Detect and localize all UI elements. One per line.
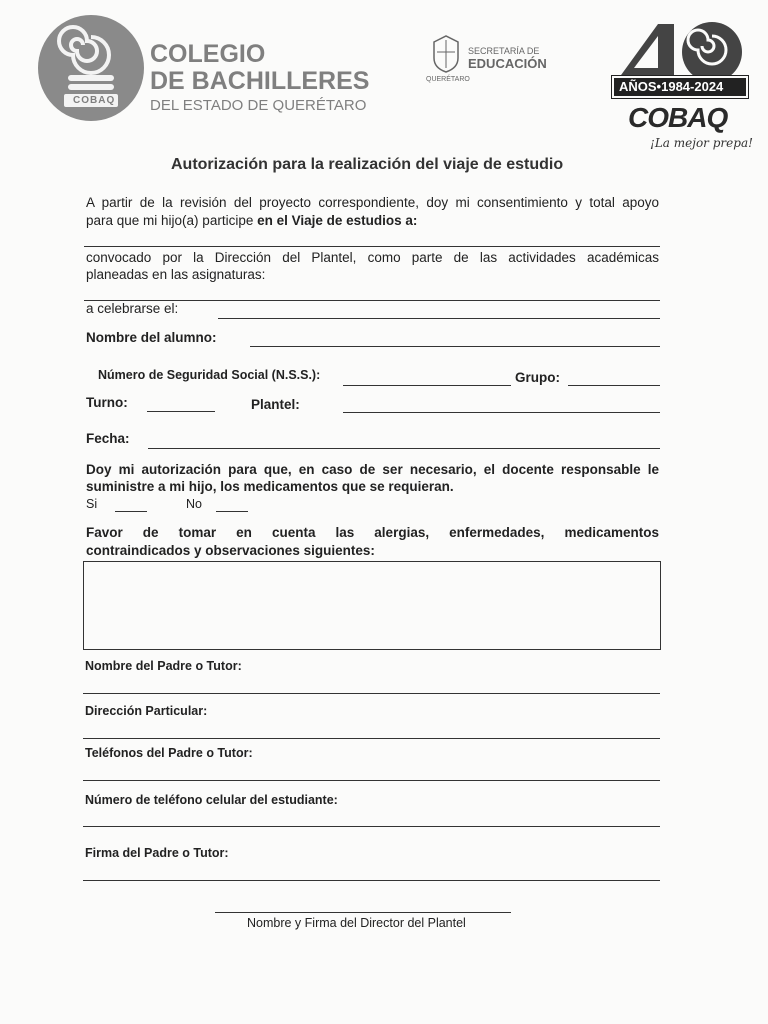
nss-line[interactable] bbox=[343, 385, 511, 386]
cobaq-badge-text: COBAQ bbox=[73, 95, 116, 106]
direccion-line[interactable] bbox=[83, 738, 660, 739]
director-signature-line[interactable] bbox=[215, 912, 511, 913]
padre-label: Nombre del Padre o Tutor: bbox=[85, 659, 242, 673]
fecha-line[interactable] bbox=[148, 448, 660, 449]
grupo-line[interactable] bbox=[568, 385, 660, 386]
state-name: QUERÉTARO bbox=[426, 76, 470, 83]
school-name-line3: DEL ESTADO DE QUERÉTARO bbox=[150, 97, 367, 114]
fecha-label: Fecha: bbox=[86, 431, 130, 446]
anniversary-brand: COBAQ bbox=[628, 102, 728, 133]
intro-line2-text: para que mi hijo(a) participe bbox=[86, 213, 258, 228]
intro-line2-bold: en el Viaje de estudios a: bbox=[257, 213, 418, 228]
observaciones-box[interactable] bbox=[83, 561, 661, 650]
anniversary-slogan: ¡La mejor prepa! bbox=[650, 136, 753, 150]
secretaria-line1: SECRETARÍA DE bbox=[468, 46, 540, 56]
turno-label: Turno: bbox=[86, 395, 128, 410]
anniversary-logo bbox=[612, 18, 753, 158]
intro-line1: A partir de la revisión del proyecto correspondiente, doy mi consentimiento y total apoyo bbox=[86, 195, 659, 210]
alergias-line2: contraindicados y observaciones siguientes: bbox=[86, 543, 375, 558]
director-label: Nombre y Firma del Director del Plantel bbox=[247, 916, 466, 930]
si-line[interactable] bbox=[115, 511, 147, 512]
celular-label: Número de teléfono celular del estudiante: bbox=[85, 793, 338, 807]
intro-line2 bbox=[86, 212, 417, 229]
plantel-label: Plantel: bbox=[251, 397, 300, 412]
autorizacion-line2: suministre a mi hijo, los medicamentos que se requieran. bbox=[86, 479, 454, 494]
convocado-line1: convocado por la Dirección del Plantel, como parte de las actividades académicas bbox=[86, 250, 659, 265]
cobaq-emblem-icon bbox=[38, 15, 144, 121]
telefonos-line[interactable] bbox=[83, 780, 660, 781]
turno-line[interactable] bbox=[147, 411, 215, 412]
viaje-destino-line[interactable] bbox=[84, 246, 660, 247]
anniversary-banner bbox=[612, 76, 748, 98]
telefonos-label: Teléfonos del Padre o Tutor: bbox=[85, 746, 253, 760]
anniversary-text: AÑOS•1984-2024 bbox=[619, 79, 724, 94]
form-title: Autorización para la realización del viaje de estudio bbox=[171, 156, 564, 173]
grupo-label: Grupo: bbox=[515, 370, 560, 385]
firma-label: Firma del Padre o Tutor: bbox=[85, 846, 229, 860]
convocado-line2: planeadas en las asignaturas: bbox=[86, 267, 266, 282]
alumno-label: Nombre del alumno: bbox=[86, 330, 217, 345]
nss-label: Número de Seguridad Social (N.S.S.): bbox=[98, 368, 321, 382]
padre-line[interactable] bbox=[83, 693, 660, 694]
firma-line[interactable] bbox=[83, 880, 660, 881]
secretaria-line2: EDUCACIÓN bbox=[468, 56, 547, 71]
celebrarse-label: a celebrarse el: bbox=[86, 301, 179, 316]
celular-line[interactable] bbox=[83, 826, 660, 827]
no-line[interactable] bbox=[216, 511, 248, 512]
direccion-label: Dirección Particular: bbox=[85, 704, 208, 718]
alergias-line1: Favor de tomar en cuenta las alergias, enfermedades, medicamentos bbox=[86, 525, 659, 540]
state-seal-icon bbox=[428, 34, 464, 74]
alumno-line[interactable] bbox=[250, 346, 660, 347]
no-label: No bbox=[186, 497, 202, 511]
school-name-line1: COLEGIO bbox=[150, 40, 266, 68]
plantel-line[interactable] bbox=[343, 412, 660, 413]
si-label: Si bbox=[86, 497, 98, 511]
autorizacion-line1: Doy mi autorización para que, en caso de ser necesario, el docente responsable le bbox=[86, 462, 659, 477]
celebrarse-line[interactable] bbox=[218, 318, 660, 319]
school-name-line2: DE BACHILLERES bbox=[150, 67, 370, 95]
